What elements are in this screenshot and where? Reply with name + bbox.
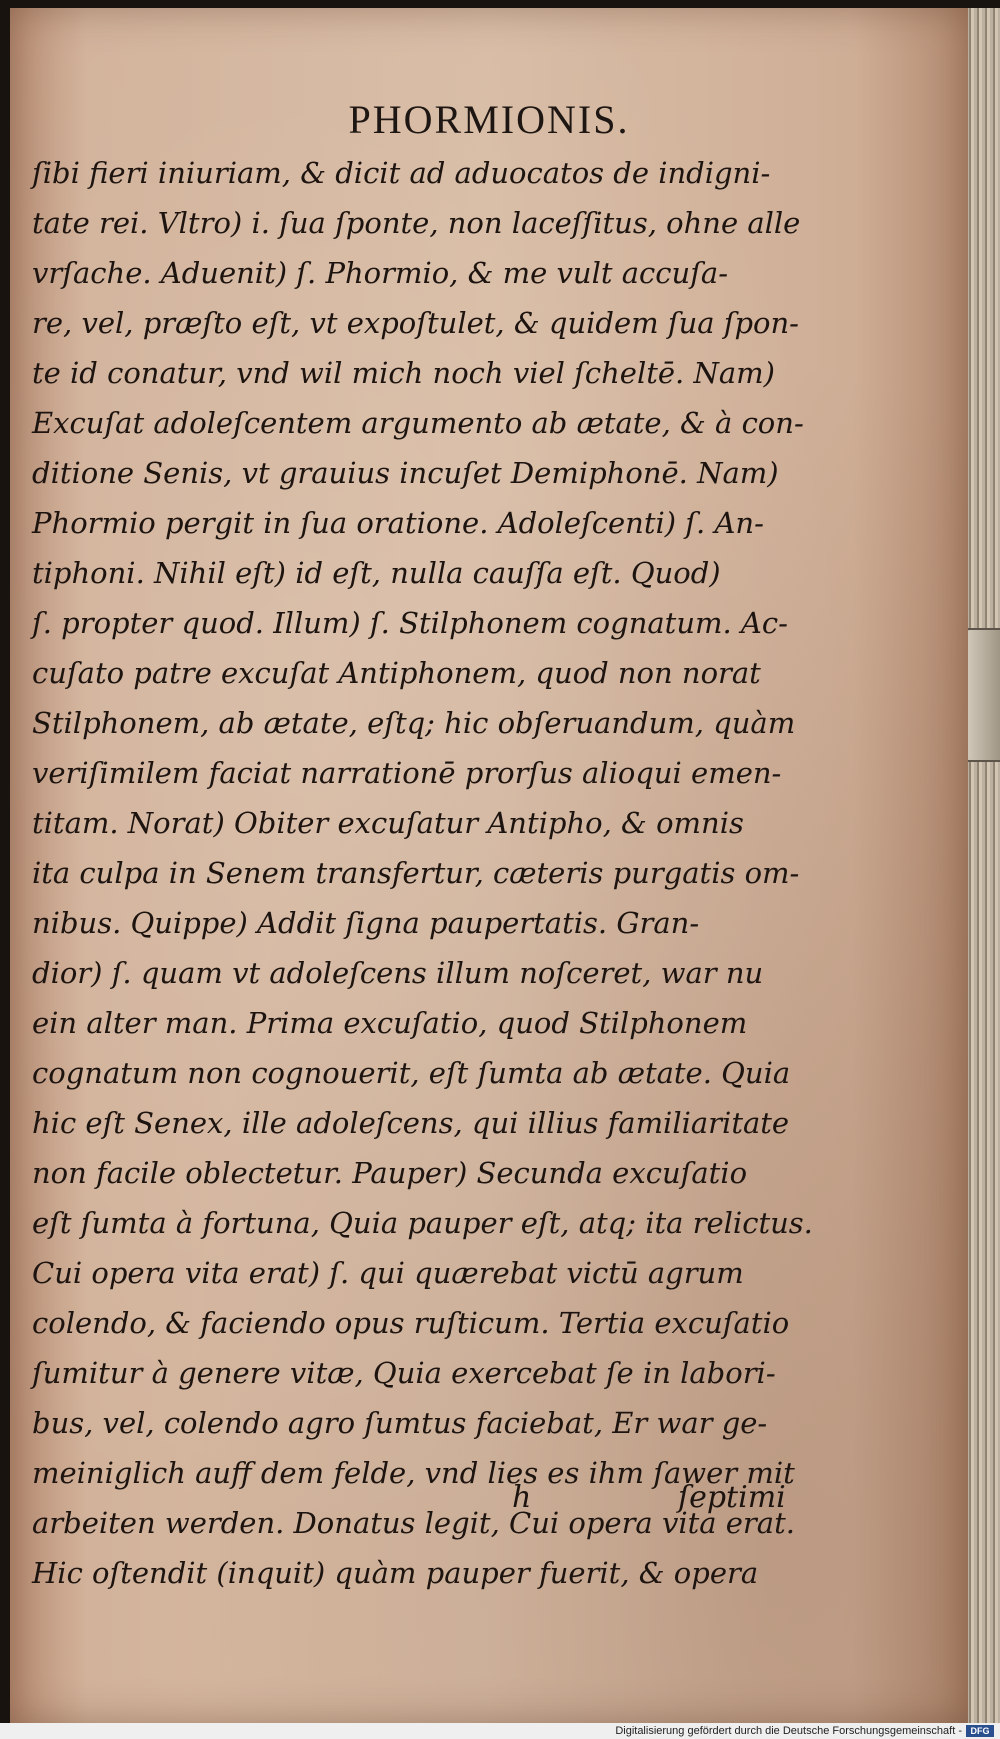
text-line: hic eſt Senex, ille adoleſcens, qui illius familiaritate — [32, 1106, 790, 1140]
text-line: ita culpa in Senem transfertur, cæteris purgatis om- — [32, 856, 800, 890]
text-line: Stilphonem, ab ætate, eſtq; hic obſeruandum, quàm — [32, 706, 796, 740]
text-line: tate rei. Vltro) i. ſua ſponte, non laceſſitus, ohne alle — [32, 206, 801, 240]
text-line: dior) ſ. quam vt adoleſcens illum noſceret, war nu — [32, 956, 764, 990]
text-line: Phormio pergit in ſua oratione. Adoleſcenti) ſ. An- — [32, 506, 764, 540]
text-line: ſumitur à genere vitæ, Quia exercebat ſe in labori- — [32, 1356, 776, 1390]
commentary-text — [32, 148, 812, 1598]
text-line: ein alter man. Prima excuſatio, quod Stilphonem — [32, 1006, 748, 1040]
text-line: Excuſat adoleſcentem argumento ab ætate, & à con- — [32, 406, 804, 440]
text-line: bus, vel, colendo agro ſumtus faciebat, Er war ge- — [32, 1406, 768, 1440]
text-line: Hic oſtendit (inquit) quàm pauper fuerit, & opera — [32, 1556, 759, 1590]
text-line: titam. Norat) Obiter excuſatur Antipho, & omnis — [32, 806, 744, 840]
text-line: tiphoni. Nihil eſt) id eſt, nulla cauſſa eſt. Quod) — [32, 556, 721, 590]
text-line: ſibi fieri iniuriam, & dicit ad aduocatos de indigni- — [32, 156, 771, 190]
text-line: non facile oblectetur. Pauper) Secunda excuſatio — [32, 1156, 748, 1190]
book-page — [10, 8, 968, 1723]
text-line: colendo, & faciendo opus ruſticum. Tertia excuſatio — [32, 1306, 790, 1340]
text-line: veriſimilem faciat narrationē prorſus alioqui emen- — [32, 756, 782, 790]
text-line: ſ. propter quod. Illum) ſ. Stilphonem cognatum. Ac- — [32, 606, 788, 640]
catchword: ſeptimi — [678, 1480, 786, 1515]
text-line: cuſato patre excuſat Antiphonem, quod non norat — [32, 656, 761, 690]
text-line: vrſache. Aduenit) ſ. Phormio, & me vult accuſa- — [32, 256, 729, 290]
text-line: eſt ſumta à fortuna, Quia pauper eſt, atq; ita relictus. — [32, 1206, 813, 1240]
text-line: Cui opera vita erat) ſ. qui quærebat victū agrum — [32, 1256, 744, 1290]
text-line: re, vel, præſto eſt, vt expoſtulet, & quidem ſua ſpon- — [32, 306, 799, 340]
dfg-logo: DFG — [966, 1725, 994, 1737]
text-line: nibus. Quippe) Addit ſigna paupertatis. Gran- — [32, 906, 700, 940]
text-line: te id conatur, vnd wil mich noch viel ſcheltē. Nam) — [32, 356, 775, 390]
digitization-footer — [0, 1723, 1000, 1739]
text-line: cognatum non cognouerit, eſt ſumta ab ætate. Quia — [32, 1056, 791, 1090]
text-line: arbeiten werden. Donatus legit, Cui opera vita erat. — [32, 1506, 795, 1540]
running-header: PHORMIONIS. — [348, 97, 630, 142]
text-line: meiniglich auff dem felde, vnd lies es ihm ſawer mit — [32, 1456, 795, 1490]
signature-mark: h — [512, 1480, 532, 1515]
text-line: ditione Senis, vt grauius incuſet Demiphonē. Nam) — [32, 456, 779, 490]
funding-credit: Digitalisierung gefördert durch die Deutsche Forschungsgemeinschaft - — [615, 1725, 962, 1737]
